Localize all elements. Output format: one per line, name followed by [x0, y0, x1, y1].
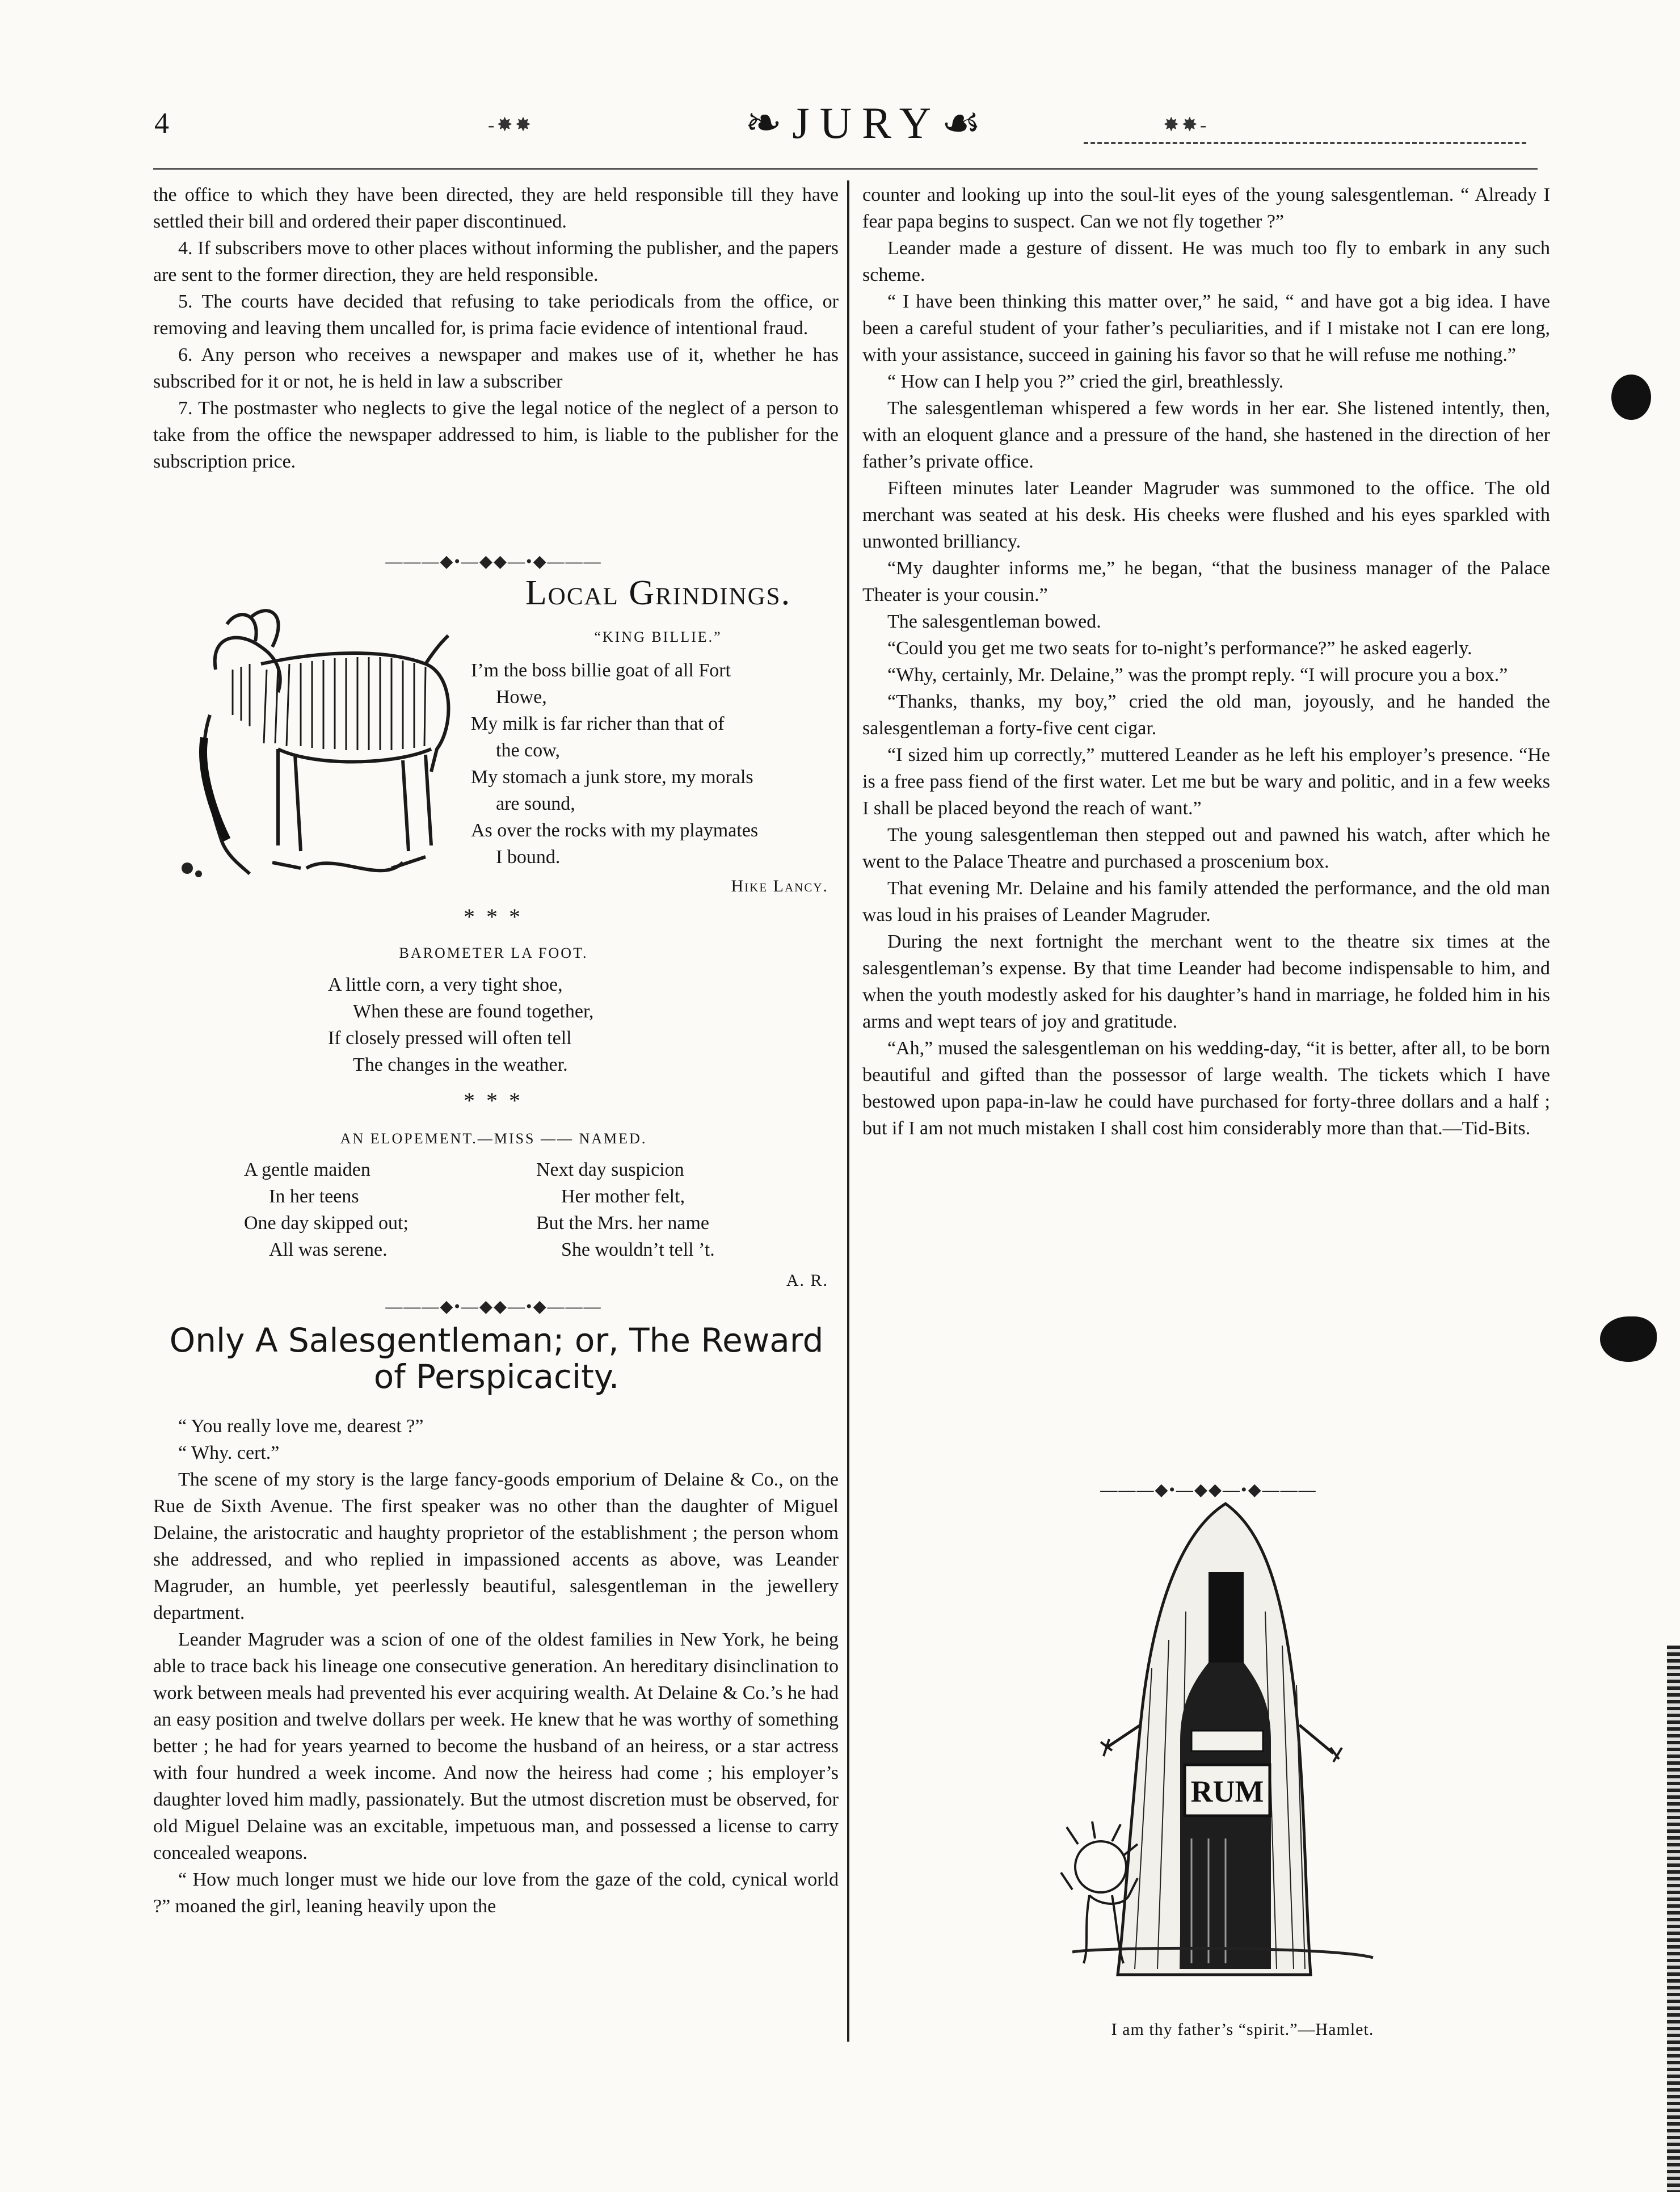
poem-title-elopement: AN ELOPEMENT.—MISS —— NAMED. — [340, 1130, 647, 1147]
story-paragraph: The salesgentleman whispered a few words in her ear. She listened intently, then, with an eloquent glance and a pressure of the hand, she hastened in the direction of her father’s private office. — [862, 398, 1550, 472]
ornamental-rule: ———◆•—◆◆—•◆——— — [385, 1297, 602, 1316]
poem-line: I bound. — [496, 847, 561, 868]
poem-line: One day skipped out; — [244, 1213, 409, 1234]
poem-line: My milk is far richer than that of — [471, 713, 725, 734]
notice-5: 5. The courts have decided that refusing to take periodicals from the office, or removing and leaving them uncalled for, is prima facie evidence of intentional fraud. — [153, 291, 839, 339]
poem-line: My stomach a junk store, my morals — [471, 767, 753, 788]
ornamental-rule: ———◆•—◆◆—•◆——— — [1100, 1480, 1317, 1499]
notice-4: 4. If subscribers move to other places without informing the publisher, and the papers are sent to the former direction, they are held responsible. — [153, 238, 839, 285]
column-divider — [847, 180, 849, 2042]
poem-barometer — [328, 971, 725, 1078]
poem-elopement-left — [244, 1156, 505, 1263]
notice-continued: the office to which they have been directed, they are held responsible till they have settled their bill and ordered their paper discontinued. — [153, 184, 839, 232]
story-paragraph: The salesgentleman bowed. — [887, 611, 1101, 632]
subscriber-notices — [153, 182, 839, 475]
poem-line: Next day suspicion — [536, 1159, 684, 1180]
poem-author-hike-lancy: Hike Lancy. — [731, 877, 828, 895]
poem-line: When these are found together, — [353, 1001, 594, 1022]
header-left-ornament: -✸✸ — [488, 115, 534, 136]
story-paragraph: “Why, certainly, Mr. Delaine,” was the prompt reply. “I will procure you a box.” — [887, 664, 1508, 685]
poem-line: She wouldn’t tell ’t. — [561, 1239, 715, 1260]
story-paragraph: “Ah,” mused the salesgentleman on his wedding-day, “it is better, after all, to be born beautiful and gifted than the possessor of large wealth. The tickets which I have bestowed upon papa-in-law he could have purchased for forty-three dollars and a half ; but if I am not much mistaken I shall cost him considerably more than that.—Tid-Bits. — [862, 1038, 1550, 1139]
story-paragraph: During the next fortnight the merchant went to the theatre six times at the salesgentleman’s expense. By that time Leander had become indispensable to him, and when the youth modestly asked for his daughter’s hand in marriage, he folded him in his arms and wept tears of joy and gratitude. — [862, 931, 1550, 1032]
ghost-bottle-icon — [1038, 1498, 1401, 2009]
story-paragraph: Fifteen minutes later Leander Magruder was summoned to the office. The old merchant was seated at his desk. His cheeks were flushed and his eyes sparkled with unwonted brilliancy. — [862, 478, 1550, 552]
scan-hole-mark — [1600, 1316, 1657, 1362]
poem-author-ar: A. R. — [786, 1271, 828, 1290]
goat-illustration — [165, 601, 471, 897]
story-paragraph: “ I have been thinking this matter over,” he said, “ and have got a big idea. I have been a careful student of your father’s peculiarities, and if I mistake not I can ere long, with your assistance, succeed in gaining his favor so that he will refuse me nothing.” — [862, 291, 1550, 365]
poem-line: As over the rocks with my playmates — [471, 820, 759, 841]
poem-line: All was serene. — [269, 1239, 388, 1260]
goat-icon — [165, 601, 471, 897]
poem-line: A little corn, a very tight shoe, — [328, 974, 563, 995]
masthead-title: ❧JURY☙ — [744, 98, 991, 148]
poem-line: But the Mrs. her name — [536, 1213, 709, 1234]
notice-7: 7. The postmaster who neglects to give the legal notice of the neglect of a person to take from the office the newspaper addressed to him, is liable to the publisher for the subscription price. — [153, 398, 839, 472]
poem-elopement-right — [536, 1156, 820, 1263]
poem-line: Her mother felt, — [561, 1186, 685, 1207]
header-rule — [153, 168, 1538, 170]
section-stars: * * * — [463, 1088, 524, 1113]
poem-king-billie — [471, 657, 840, 870]
bottle-label: RUM — [1190, 1774, 1264, 1808]
story-paragraph: counter and looking up into the soul-lit eyes of the young salesgentleman. “ Already I fear papa begins to suspect. Can we not fly together ?” — [862, 184, 1550, 232]
page-number: 4 — [154, 107, 169, 140]
story-paragraph: That evening Mr. Delaine and his family attended the performance, and the old man was loud in his praises of Leander Magruder. — [862, 878, 1550, 925]
poem-line: the cow, — [496, 740, 560, 761]
story-paragraph: “ How can I help you ?” cried the girl, breathlessly. — [887, 371, 1284, 392]
story-paragraph: Leander Magruder was a scion of one of the oldest families in New York, he being able to trace back his lineage one consecutive generation. An hereditary disinclination to work between meals had prevented his ever acquiring wealth. At Delaine & Co.’s he had an easy position and twelve dollars per week. He knew that he was worthy of something better ; he had for years yearned to become the husband of an heiress, or a star actress with four hundred a week income. And now the heiress had come ; his employer’s daughter loved him madly, passionately. But the utmost discretion must be observed, for old Miguel Delaine was an excitable, impetuous man, and possessed a license to carry concealed weapons. — [153, 1629, 839, 1863]
poem-line: A gentle maiden — [244, 1159, 370, 1180]
notice-6: 6. Any person who receives a newspaper and makes use of it, whether he has subscribed for it or not, he is held in law a subscriber — [153, 344, 839, 392]
header-right-ornament: ✸✸- — [1163, 115, 1209, 136]
story-paragraph: Leander made a gesture of dissent. He was much too fly to embark in any such scheme. — [862, 238, 1550, 285]
poem-line: The changes in the weather. — [353, 1054, 568, 1075]
poem-title-barometer: BAROMETER LA FOOT. — [399, 945, 588, 961]
section-heading-local-grindings: Local Grindings. — [525, 574, 791, 612]
story-paragraph: “Thanks, thanks, my boy,” cried the old man, joyously, and he handed the salesgentleman a forty-five cent cigar. — [862, 691, 1550, 739]
story-paragraph: The young salesgentleman then stepped out and pawned his watch, after which he went to the Palace Theatre and purchased a proscenium box. — [862, 824, 1550, 872]
story-paragraph: “ You really love me, dearest ?” — [178, 1416, 424, 1437]
poem-line: Howe, — [496, 687, 547, 708]
story-paragraph: “ Why. cert.” — [178, 1442, 280, 1463]
rum-spirit-illustration — [1038, 1498, 1401, 2009]
story-paragraph: “Could you get me two seats for to-night’s performance?” he asked eagerly. — [887, 638, 1472, 659]
header-dashed-rule — [1084, 142, 1526, 144]
story-paragraph: The scene of my story is the large fancy-goods emporium of Delaine & Co., on the Rue de Sixth Avenue. The first speaker was no other than the daughter of Miguel Delaine, the aristocratic and haughty proprietor of the establishment ; the person whom she addressed, and who replied in impassioned accents as above, was Leander Magruder, an humble, yet peerlessly beautiful, salesgentleman in the jewellery department. — [153, 1469, 839, 1623]
ornamental-rule: ———◆•—◆◆—•◆——— — [385, 552, 602, 571]
story-column-right — [862, 182, 1550, 1142]
story-title: Only A Salesgentleman; or, The Reward of Perspicacity. — [169, 1321, 824, 1396]
story-paragraph: “ How much longer must we hide our love from the gaze of the cold, cynical world ?” moaned the girl, leaning heavily upon the — [153, 1869, 839, 1917]
section-stars: * * * — [463, 904, 524, 929]
poem-line: In her teens — [269, 1186, 359, 1207]
poem-title-king-billie: “KING BILLIE.” — [594, 629, 722, 645]
story-column-left — [153, 1413, 839, 1920]
poem-line: I’m the boss billie goat of all Fort — [471, 660, 731, 681]
poem-line: are sound, — [496, 793, 575, 814]
story-paragraph: “I sized him up correctly,” muttered Leander as he left his employer’s presence. “He is a free pass fiend of the first water. Let me but be wary and politic, and in a few weeks I shall be placed beyond the reach of want.” — [862, 744, 1550, 819]
poem-line: If closely pressed will often tell — [328, 1028, 572, 1049]
scan-hole-mark — [1611, 375, 1651, 420]
scan-edge-strip — [1667, 1646, 1680, 2192]
story-paragraph: “My daughter informs me,” he began, “that the business manager of the Palace Theater is your cousin.” — [862, 558, 1550, 605]
illustration-caption: I am thy father’s “spirit.”—Hamlet. — [1111, 2020, 1374, 2039]
